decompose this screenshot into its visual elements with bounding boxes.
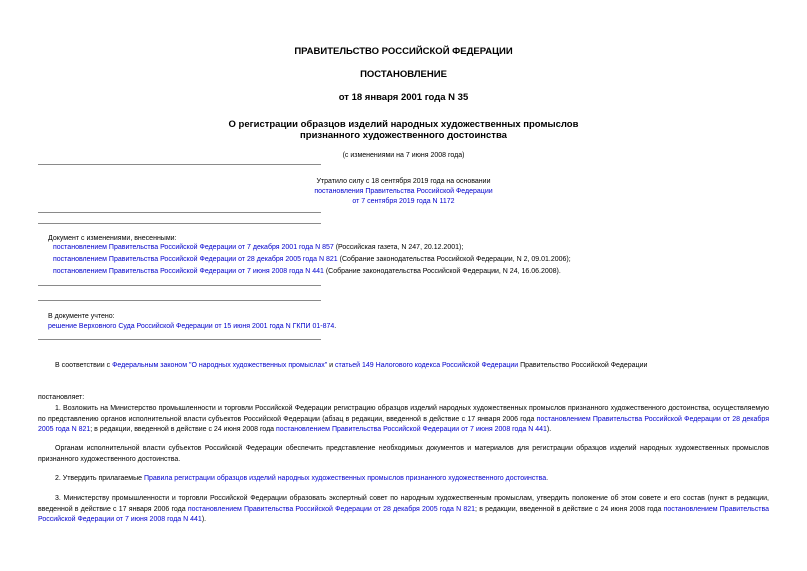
- amendment-source-2: (Собрание законодательства Российской Федерации, N 2, 09.01.2006);: [337, 256, 571, 263]
- supreme-court-decision-link[interactable]: решение Верховного Суда Российской Федерации от 15 июня 2001 года N ГКПИ 01-874: [48, 323, 335, 330]
- federal-law-link[interactable]: Федеральным законом "О народных художественных промыслах": [112, 362, 328, 369]
- document-title-line-2: признанного художественного достоинства: [300, 130, 507, 141]
- amendment-date-note: (с изменениями на 7 июня 2008 года): [342, 152, 465, 159]
- decree-821-link[interactable]: постановлением Правительства Российской Федерации от 28 декабря 2005 года N 821: [38, 415, 770, 433]
- divider: [38, 164, 321, 165]
- considered-item: решение Верховного Суда Российской Федерации от 15 июня 2001 года N ГКПИ 01-874.: [48, 323, 337, 330]
- divider: [38, 285, 321, 286]
- divider: [38, 212, 321, 213]
- divider: [38, 223, 321, 224]
- amendment-link-2[interactable]: постановлением Правительства Российской Федерации от 28 декабря 2005 года N 821: [53, 256, 338, 263]
- amendment-source-1: (Российская газета, N 247, 20.12.2001);: [333, 244, 464, 251]
- decree-821-link[interactable]: постановлением Правительства Российской Федерации от 28 декабря 2005 года N 821: [187, 505, 476, 513]
- amendment-item-3: [53, 268, 561, 275]
- document-date-number: от 18 января 2001 года N 35: [338, 92, 469, 103]
- preamble: В соответствии с Федеральным законом "О народных художественных промыслах" и статьей 149 Налогового кодекса Российской Федерации Правительство Российской Федерации: [55, 362, 648, 369]
- decree-441-link[interactable]: постановлением Правительства Российской Федерации от 7 июня 2008 года N 441: [276, 426, 547, 433]
- government-heading: ПРАВИТЕЛЬСТВО РОССИЙСКОЙ ФЕДЕРАЦИИ: [294, 46, 513, 57]
- document-type: ПОСТАНОВЛЕНИЕ: [360, 69, 447, 80]
- expired-notice: Утратило силу с 18 сентября 2019 года на основании: [316, 178, 491, 185]
- document-title-line-1: О регистрации образцов изделий народных художественных промыслов: [228, 119, 579, 130]
- amendment-item-1: [53, 244, 463, 251]
- decree-441-link[interactable]: постановлением Правительства Российской Федерации от 7 июня 2008 года N 441: [38, 505, 769, 523]
- amendment-link-1[interactable]: постановлением Правительства Российской Федерации от 7 декабря 2001 года N 857: [53, 244, 334, 251]
- expired-decree-link-line-2[interactable]: от 7 сентября 2019 года N 1172: [352, 198, 455, 205]
- considered-heading: В документе учтено:: [48, 313, 115, 320]
- divider: [38, 300, 321, 301]
- amendments-heading: Документ с изменениями, внесенными:: [48, 235, 177, 242]
- paragraph-2: 2. Утвердить прилагаемые Правила регистрации образцов изделий народных художественных промыслов признанного художественного достоинства.: [55, 475, 549, 482]
- paragraph-1b: Органам исполнительной власти субъектов Российской Федерации обеспечить представление необходимых документов и материалов для регистрации образцов изделий народных художественных промыслов признанного художественного достоинства.: [38, 445, 769, 463]
- registration-rules-link[interactable]: Правила регистрации образцов изделий народных художественных промыслов признанного художественного достоинства: [143, 475, 547, 482]
- tax-code-article-link[interactable]: статьей 149 Налогового кодекса Российской Федерации: [335, 362, 519, 369]
- decides-label: постановляет:: [38, 394, 85, 401]
- amendment-source-3: (Собрание законодательства Российской Федерации, N 24, 16.06.2008).: [323, 268, 561, 275]
- expired-decree-link-line-1[interactable]: постановления Правительства Российской Федерации: [314, 188, 493, 195]
- amendment-link-3[interactable]: постановлением Правительства Российской Федерации от 7 июня 2008 года N 441: [53, 268, 324, 275]
- divider: [38, 339, 321, 340]
- paragraph-1: 1. Возложить на Министерство промышленности и торговли Российской Федерации регистрацию образцов изделий народных художественных промыслов признанного художественного достоинства, осуществляемую по представлению органов исполнительной власти субъектов Российской Федерации (абзац в редакции, введенной в действие с 17 января 2006 года постановлением Правительства Российской Федерации от 28 декабря 2005 года N 821; в редакции, введенной в действие с 24 июня 2008 года постановлением Правительства Российской Федерации от 7 июня 2008 года N 441).: [38, 405, 770, 433]
- paragraph-3: 3. Министерству промышленности и торговли Российской Федерации образовать экспертный совет по народным художественным промыслам, утвердить положение об этом совете и его состав (пункт в редакции, введенной в действие с 17 января 2006 года постановлением Правительства Российской Федерации от 28 декабря 2005 года N 821; в редакции, введенной в действие с 24 июня 2008 года постановлением Правительства Российской Федерации от 7 июня 2008 года N 441).: [38, 495, 769, 523]
- amendment-item-2: [53, 256, 571, 263]
